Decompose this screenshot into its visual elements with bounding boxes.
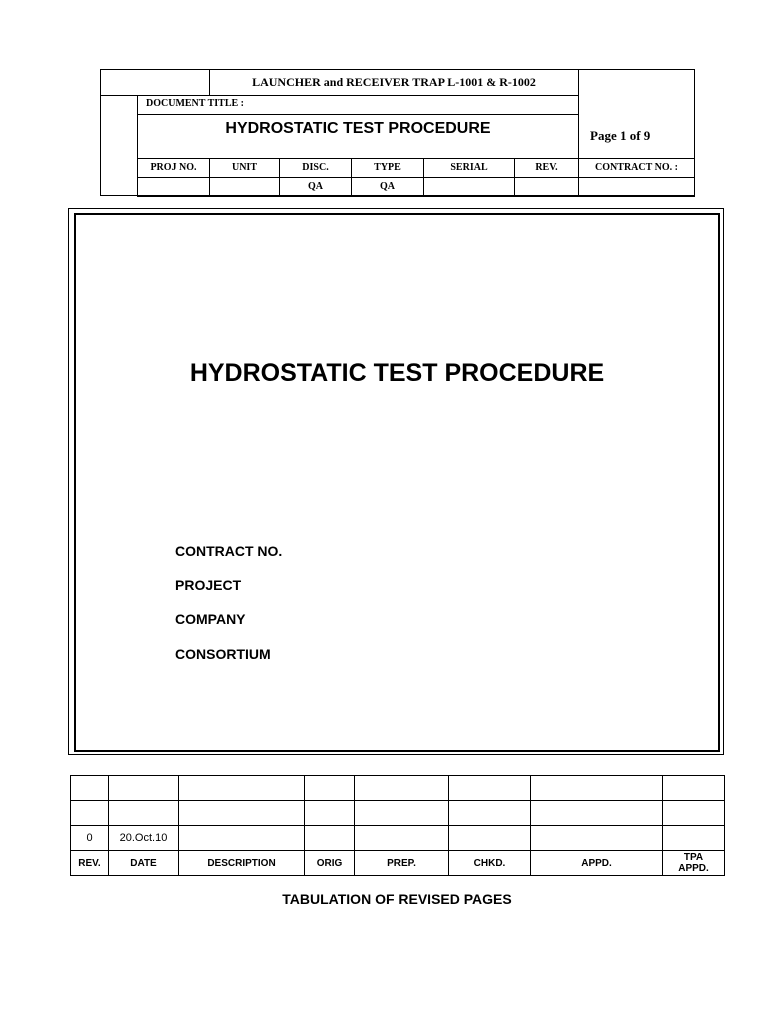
table-header-row — [71, 851, 725, 876]
column-header-rev: REV. — [71, 851, 109, 876]
column-header-tpa-appd: TPA APPD. — [663, 851, 725, 876]
header-col-contract-no: CONTRACT NO. : — [595, 162, 678, 173]
table-cell — [449, 776, 531, 801]
column-header-appd: APPD. — [531, 851, 663, 876]
header-border — [137, 95, 138, 197]
page-info: Page 1 of 9 — [590, 128, 651, 143]
column-header-chkd: CHKD. — [449, 851, 531, 876]
rev-number-cell: 0 — [71, 826, 109, 851]
document-title: HYDROSTATIC TEST PROCEDURE — [225, 120, 491, 137]
table-cell — [355, 826, 449, 851]
document-title-label: DOCUMENT TITLE : — [146, 98, 244, 109]
table-row — [71, 826, 725, 851]
cover-field-project: PROJECT — [175, 577, 242, 593]
table-cell — [305, 826, 355, 851]
header-border — [100, 69, 695, 70]
table-cell — [663, 826, 725, 851]
table-cell — [449, 826, 531, 851]
header-border — [137, 195, 695, 197]
table-cell — [109, 801, 179, 826]
cover-field-company: COMPANY — [175, 611, 246, 627]
column-header-date: DATE — [109, 851, 179, 876]
header-val-disc: QA — [308, 181, 323, 192]
header-border — [137, 114, 578, 115]
table-cell — [305, 801, 355, 826]
header-border — [137, 177, 695, 178]
header-col-type: TYPE — [374, 162, 401, 173]
table-cell — [179, 801, 305, 826]
table-cell — [355, 801, 449, 826]
table-row — [71, 801, 725, 826]
table-cell — [663, 776, 725, 801]
column-header-description: DESCRIPTION — [179, 851, 305, 876]
header-border — [100, 69, 101, 196]
cover-frame-inner — [74, 213, 720, 752]
project-title: LAUNCHER and RECEIVER TRAP L-1001 & R-1002 — [252, 75, 536, 89]
table-cell — [179, 826, 305, 851]
table-cell — [109, 776, 179, 801]
header-border — [137, 158, 695, 159]
revision-table-caption: TABULATION OF REVISED PAGES — [282, 891, 512, 907]
rev-date-cell: 20.Oct.10 — [109, 826, 179, 851]
cover-title: HYDROSTATIC TEST PROCEDURE — [189, 359, 605, 387]
table-cell — [531, 826, 663, 851]
table-cell — [663, 801, 725, 826]
header-border — [100, 95, 578, 96]
header-col-unit: UNIT — [231, 162, 257, 173]
table-cell — [531, 776, 663, 801]
column-header-prep: PREP. — [355, 851, 449, 876]
table-cell — [449, 801, 531, 826]
table-row — [71, 776, 725, 801]
header-border — [100, 195, 137, 196]
header-col-disc: DISC. — [302, 162, 329, 173]
table-cell — [71, 776, 109, 801]
revision-table — [70, 775, 725, 876]
table-cell — [355, 776, 449, 801]
header-col-rev: REV. — [535, 162, 558, 173]
cover-field-contract-no: CONTRACT NO. — [175, 543, 283, 559]
table-cell — [305, 776, 355, 801]
column-header-orig: ORIG — [305, 851, 355, 876]
table-cell — [179, 776, 305, 801]
header-col-serial: SERIAL — [450, 162, 488, 173]
header-val-type: QA — [380, 181, 395, 192]
header-col-proj-no: PROJ NO. — [150, 162, 197, 173]
table-cell — [531, 801, 663, 826]
cover-field-consortium: CONSORTIUM — [175, 646, 271, 662]
table-cell — [71, 801, 109, 826]
